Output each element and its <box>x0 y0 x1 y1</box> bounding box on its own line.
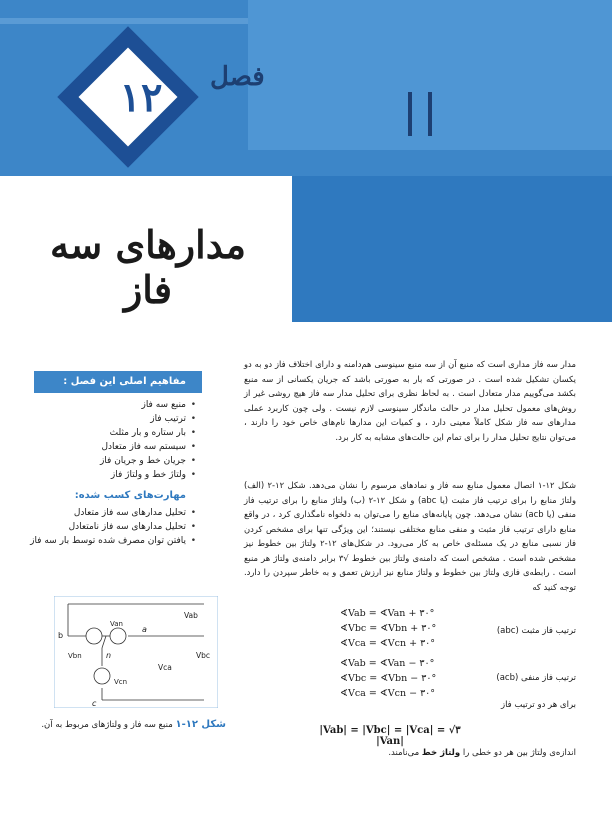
chapter-mark <box>408 92 432 136</box>
negative-sequence-label: ترتیب فاز منفی (acb) <box>496 673 576 683</box>
banner-lower-blue <box>292 176 612 322</box>
caption-number: شکل ۱۲-۱ <box>175 719 226 730</box>
magnitude-equation: |Vab| = |Vbc| = |Vca| = √۳ |Van| <box>319 725 461 747</box>
three-phase-source-figure <box>54 596 218 708</box>
label-n: n <box>106 651 112 660</box>
concepts-heading: مفاهیم اصلی این فصل : <box>34 371 202 393</box>
body-paragraph-2: شکل ۱۲-۱ اتصال معمول منابع سه فاز و نمادهای مرسوم را نشان می‌دهد. شکل ۱۲-۲ (الف) ولتاژ منابع را برای ترتیب فاز مثبت (یا abc) و شکل ۱۲-۲ (ب) ولتاژ منابع را برای ترتیب فاز منفی (یا acb) نشان می‌دهد. چون پایانه‌های منابع را می‌توان به دلخواه نامگذاری کرد ، در واقع منابع دارای ترتیب فاز مثبت و منفی منابع مختلفی نیستند؛ این ویژگی تنها برای مشخص کردن فاز نسبی منابع در یک مسئله‌ی خاص به کار می‌رود. در شکل‌های ۱۲-۲ ولتاژ بین خطوط نیز مشخص شده است . مشخص است که دامنه‌ی ولتاژ بین خطوط √۳ برابر دامنه‌ی ولتاژ هر منبع است . رابطه‌ی فازی ولتاژ بین خطوط و ولتاژ منابع نیز ارزش تعمق و به خاطر سپردن را دارد. توجه کنید که <box>244 480 576 592</box>
final-post: می‌نامند. <box>388 748 422 758</box>
final-bold: ولتاژ خط <box>421 748 461 758</box>
equation: ∢Vca = ∢Vcn + ۳۰° <box>340 638 436 649</box>
skill-item: • یافتن توان مصرف شده توسط بار سه فاز <box>34 534 202 548</box>
body-paragraph-1: مدار سه فاز مداری است که منبع آن از سه منبع سینوسی هم‌دامنه و دارای اختلاف فاز دو به دو یکسان تشکیل شده است . در صورتی که بار به صورتی باشد که جریان یکسانی از سه منبع بکشد می‌گوییم مدار متعادل است . به لحاظ نظری برای تحلیل مدار سه فاز هیچ روشی غیر از روش‌های معمول تحلیل مدار در حالت ماندگار سینوسی لازم نیست . ولی چون کاربرد عملی مدارهای سه فاز شکل کاملاً معینی دارد ، و کمیات این مدارها نام‌های خاص خود را دارند ، می‌توان نتایج تحلیل مدار را برای تمام این حالت‌های مشابه به کار برد. <box>244 359 576 442</box>
equation: ∢Vbc = ∢Vbn − ۳۰° <box>340 673 437 684</box>
concepts-list <box>34 398 202 482</box>
final-pre: اندازه‌ی ولتاژ بین هر دو خطی را <box>460 748 576 758</box>
label-vbc: Vbc <box>196 651 211 660</box>
label-vab: Vab <box>184 611 198 620</box>
line-voltage-definition <box>300 748 576 758</box>
chapter-number: ۱۲ <box>119 74 163 121</box>
concept-item: • ترتیب فاز <box>34 412 202 426</box>
source-b <box>86 628 102 644</box>
chapter-title: مدارهای سه فاز <box>49 222 246 312</box>
equation: ∢Vca = ∢Vcn − ۳۰° <box>340 688 436 699</box>
label-c: c <box>92 699 97 708</box>
source-c <box>94 668 110 684</box>
label-vbn: Vbn <box>68 652 82 660</box>
skills-list <box>30 506 202 548</box>
positive-equations <box>340 606 440 651</box>
caption-text: منبع سه فاز و ولتاژهای مربوط به آن. <box>41 720 176 730</box>
concept-item: • منبع سه فاز <box>34 398 202 412</box>
label-b: b <box>58 631 64 640</box>
chapter-label: فصل <box>210 62 265 92</box>
source-a <box>110 628 126 644</box>
label-van: Van <box>110 620 123 628</box>
label-vca: Vca <box>158 663 172 672</box>
concept-item: • سیستم سه فاز متعادل <box>34 440 202 454</box>
skill-item: • تحلیل مدارهای سه فاز نامتعادل <box>34 520 202 534</box>
equation: ∢Vab = ∢Van − ۳۰° <box>340 658 435 669</box>
figure-caption <box>40 719 226 730</box>
equation: ∢Vbc = ∢Vbn + ۳۰° <box>340 623 437 634</box>
neutral-link <box>102 636 106 648</box>
concept-item: • جریان خط و جریان فاز <box>34 454 202 468</box>
positive-sequence-label: ترتیب فاز مثبت (abc) <box>496 626 576 636</box>
label-vcn: Vcn <box>114 678 128 686</box>
negative-equations <box>340 656 440 701</box>
concept-item: • بار ستاره و بار مثلث <box>34 426 202 440</box>
skills-heading: مهارت‌های کسب شده: <box>74 490 186 501</box>
label-a: a <box>142 625 147 634</box>
concept-item: • ولتاژ خط و ولتاژ فاز <box>34 468 202 482</box>
both-sequences-label: برای هر دو ترتیب فاز <box>500 700 576 710</box>
equation: ∢Vab = ∢Van + ۳۰° <box>340 608 435 619</box>
skill-item: • تحلیل مدارهای سه فاز متعادل <box>34 506 202 520</box>
